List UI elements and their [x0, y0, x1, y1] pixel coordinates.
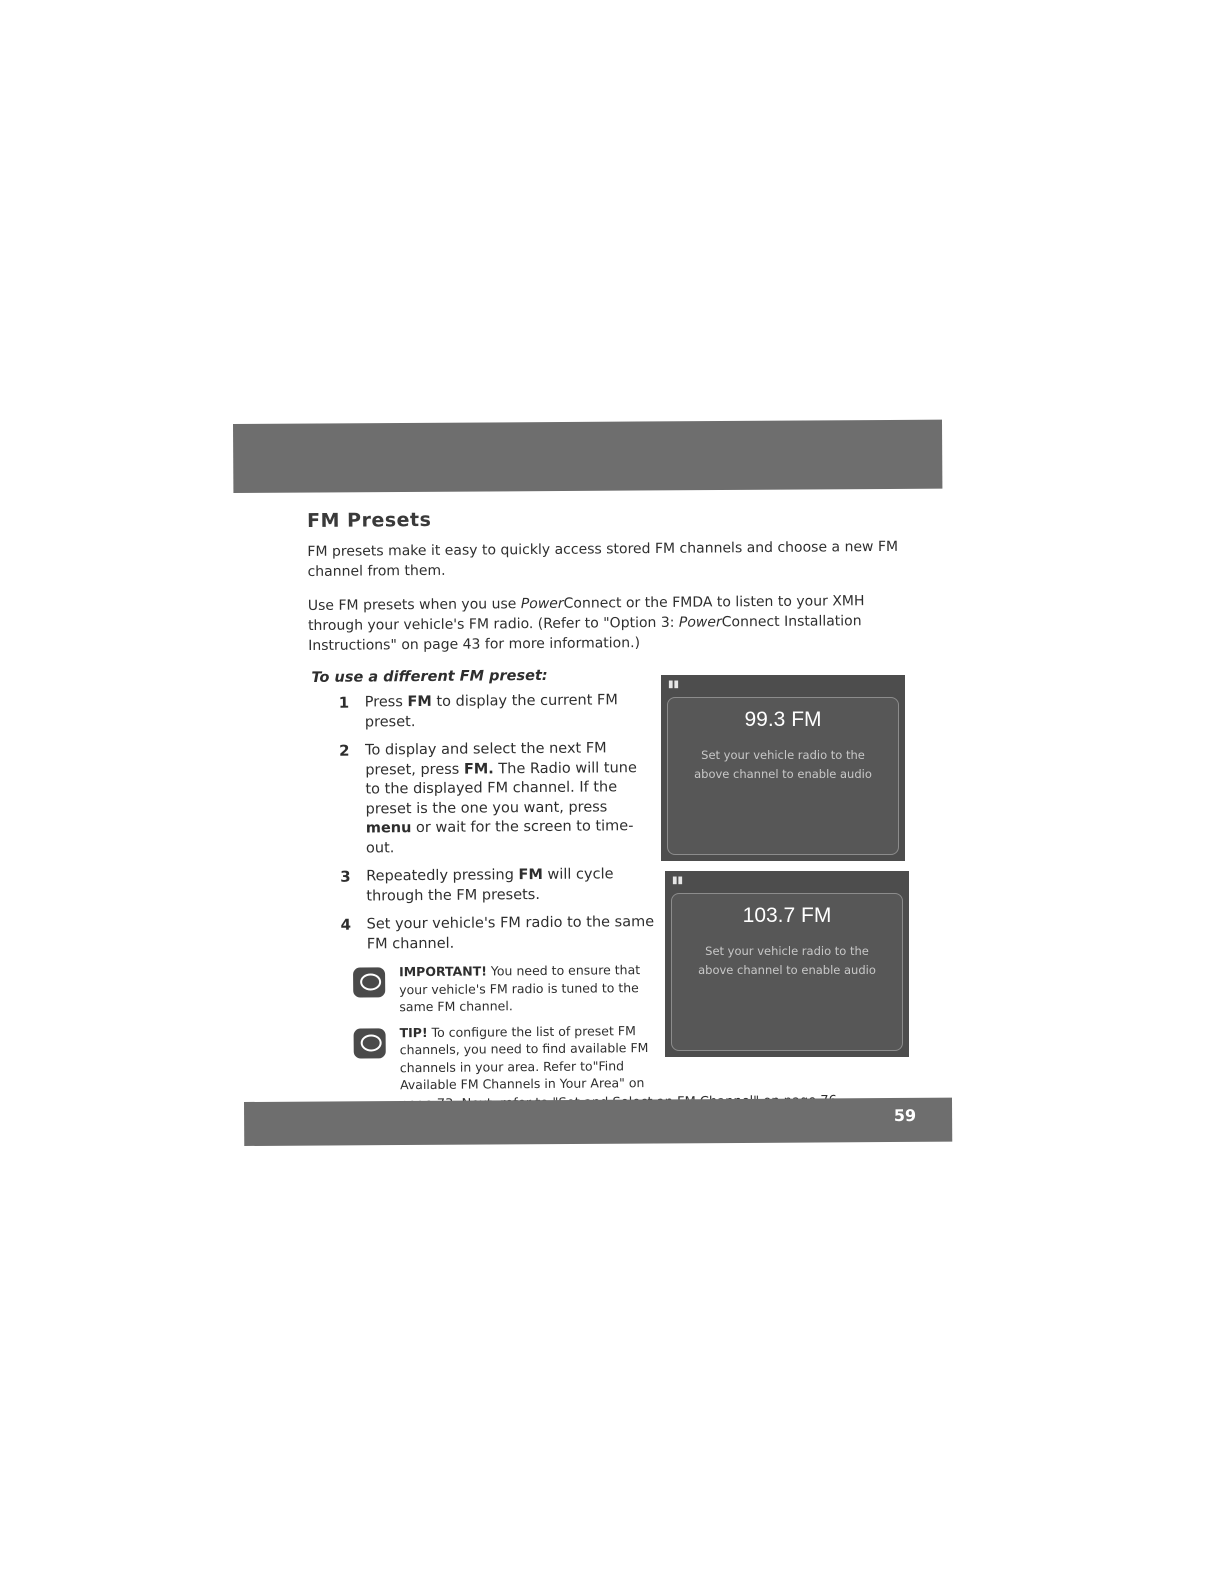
usage-paragraph: Use FM presets when you use PowerConnect or the FMDA to listen to your XMH through your vehicle's FM radio. (Refer to "Option 3: PowerConnect Installation Instructions" on page 43 for more information.): [307, 593, 865, 654]
radio-display-2: [665, 871, 909, 1057]
step-item: 1 Press FM to display the current FM preset.: [338, 692, 618, 731]
signal-bars-icon: ▮▮: [668, 679, 680, 690]
frequency-label: 99.3 FM: [744, 708, 822, 731]
display-message: Set your vehicle radio to the above channel to enable audio: [698, 944, 876, 977]
step-number: 1: [338, 693, 350, 712]
step-item: 2 To display and select the next FM preset, press FM. The Radio will tune to the displayed FM channel. If the preset is the one you want, press menu or wait for the screen to time-out.: [339, 740, 637, 856]
display-panel: [667, 697, 899, 855]
header-bar: [233, 420, 942, 493]
step-number: 3: [340, 867, 351, 886]
page-number: 59: [893, 1105, 917, 1126]
intro-paragraph: FM presets make it easy to quickly access stored FM channels and choose a new FM channel from them.: [307, 538, 899, 580]
signal-bars-icon: ▮▮: [672, 875, 684, 886]
steps-list: [309, 691, 657, 1094]
tip-note: TIP! To configure the list of preset FM channels, you need to find available FM channels in your area. Refer to"Find Available FM Channels in Your Area" on: [312, 1021, 661, 1094]
footer-bar: [244, 1098, 952, 1146]
display-panel: [671, 893, 903, 1051]
radio-display-1: [661, 675, 905, 861]
step-number: 2: [339, 741, 350, 760]
step-item: 3 Repeatedly pressing FM will cycle through the FM presets.: [340, 866, 614, 904]
step-number: 4: [340, 915, 352, 934]
procedure-heading: To use a different FM preset:: [311, 667, 548, 686]
speech-bubble-icon: [354, 1028, 386, 1058]
step-item: 4 Set your vehicle's FM radio to the same FM channel.: [340, 913, 655, 952]
speech-bubble-icon: [353, 967, 385, 997]
display-message: Set your vehicle radio to the above channel to enable audio: [694, 748, 872, 781]
frequency-label: 103.7 FM: [742, 904, 832, 927]
page-title: FM Presets: [307, 508, 432, 532]
important-note: IMPORTANT! You need to ensure that your vehicle's FM radio is tuned to the same FM channel.: [311, 961, 659, 1017]
